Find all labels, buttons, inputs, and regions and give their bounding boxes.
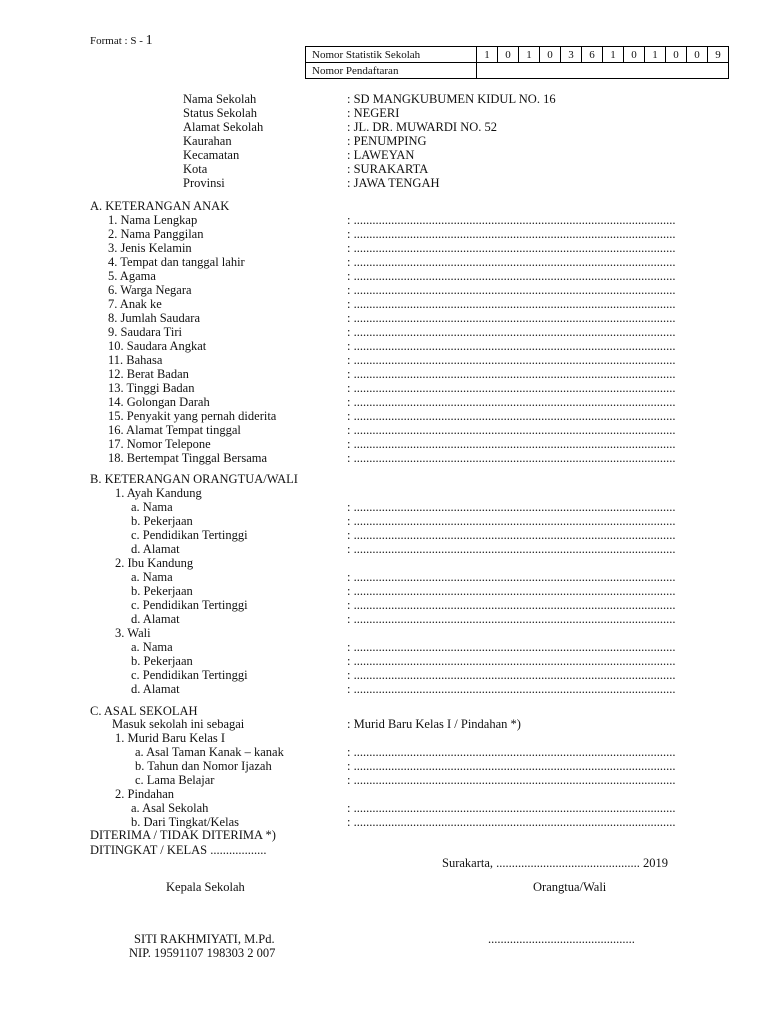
school-row: Kecamatan : LAWEYAN <box>183 148 415 162</box>
fill-in-dots[interactable]: : ....................................................................................................... <box>347 227 676 241</box>
form-row: 2. Nama Panggilan : ....................................................................................................... <box>0 227 768 241</box>
registration-number-field[interactable] <box>477 63 729 79</box>
fill-in-dots[interactable]: : ....................................................................................................... <box>347 759 676 773</box>
form-row: 5. Agama : ....................................................................................................... <box>0 269 768 283</box>
fill-in-dots[interactable]: : ....................................................................................................... <box>347 584 676 598</box>
fill-in-dots[interactable]: : ....................................................................................................... <box>347 269 676 283</box>
form-row: 3. Jenis Kelamin : ....................................................................................................... <box>0 241 768 255</box>
grade-placement: DITINGKAT / KELAS .................. <box>90 843 267 857</box>
form-row: 1. Nama Lengkap : ....................................................................................................... <box>0 213 768 227</box>
form-row: a. Nama : ....................................................................................................... <box>0 640 768 654</box>
fill-in-dots[interactable]: : ....................................................................................................... <box>347 542 676 556</box>
form-row: 18. Bertempat Tinggal Bersama : ....................................................................................................... <box>0 451 768 465</box>
form-row: b. Pekerjaan : ....................................................................................................... <box>0 654 768 668</box>
form-row: c. Pendidikan Tertinggi : ....................................................................................................... <box>0 598 768 612</box>
form-row: d. Alamat : ....................................................................................................... <box>0 542 768 556</box>
nss-digit: 0 <box>687 47 708 63</box>
fill-in-dots[interactable]: : ....................................................................................................... <box>347 612 676 626</box>
place-date: Surakarta, .............................................. 2019 <box>442 856 669 870</box>
school-row: Kaurahan : PENUMPING <box>183 134 427 148</box>
school-row: Nama Sekolah : SD MANGKUBUMEN KIDUL NO. 16 <box>183 92 556 106</box>
fill-in-dots[interactable]: : ....................................................................................................... <box>347 339 676 353</box>
group-label: 2. Pindahan <box>115 787 175 801</box>
nss-digit: 1 <box>477 47 498 63</box>
form-row: 4. Tempat dan tanggal lahir : ....................................................................................................... <box>0 255 768 269</box>
fill-in-dots[interactable]: : ....................................................................................................... <box>347 668 676 682</box>
fill-in-dots[interactable]: : ....................................................................................................... <box>347 640 676 654</box>
section-a-title: A. KETERANGAN ANAK <box>90 199 230 213</box>
fill-in-dots[interactable]: : ....................................................................................................... <box>347 255 676 269</box>
form-row: a. Nama : ....................................................................................................... <box>0 500 768 514</box>
form-row: 12. Berat Badan : ....................................................................................................... <box>0 367 768 381</box>
fill-in-dots[interactable]: : ....................................................................................................... <box>347 367 676 381</box>
form-row: 9. Saudara Tiri : ....................................................................................................... <box>0 325 768 339</box>
form-row: 11. Bahasa : ....................................................................................................... <box>0 353 768 367</box>
form-row: b. Tahun dan Nomor Ijazah : ....................................................................................................... <box>0 759 768 773</box>
fill-in-dots[interactable]: : ....................................................................................................... <box>347 514 676 528</box>
fill-in-dots[interactable]: : ....................................................................................................... <box>347 381 676 395</box>
form-row: 6. Warga Negara : ....................................................................................................... <box>0 283 768 297</box>
form-row: a. Nama : ....................................................................................................... <box>0 570 768 584</box>
fill-in-dots[interactable]: : ....................................................................................................... <box>347 297 676 311</box>
form-row: b. Pekerjaan : ....................................................................................................... <box>0 584 768 598</box>
parent-signature-line[interactable]: ............................................... <box>488 932 635 946</box>
fill-in-dots[interactable]: : ....................................................................................................... <box>347 654 676 668</box>
registration-label: Nomor Pendaftaran <box>306 63 477 79</box>
nss-digit: 1 <box>603 47 624 63</box>
group-label: 3. Wali <box>115 626 151 640</box>
acceptance-status: DITERIMA / TIDAK DITERIMA *) <box>90 828 276 842</box>
nss-digit: 6 <box>582 47 603 63</box>
principal-name: SITI RAKHMIYATI, M.Pd. <box>134 932 275 946</box>
fill-in-dots[interactable]: : ....................................................................................................... <box>347 241 676 255</box>
principal-title: Kepala Sekolah <box>166 880 245 894</box>
fill-in-dots[interactable]: : ....................................................................................................... <box>347 682 676 696</box>
form-row: 10. Saudara Angkat : ....................................................................................................... <box>0 339 768 353</box>
format-code: Format : S - 1 <box>90 33 153 48</box>
school-row: Provinsi : JAWA TENGAH <box>183 176 440 190</box>
form-row: c. Pendidikan Tertinggi : ....................................................................................................... <box>0 668 768 682</box>
fill-in-dots[interactable]: : ....................................................................................................... <box>347 801 676 815</box>
parent-title: Orangtua/Wali <box>533 880 607 894</box>
school-row: Kota : SURAKARTA <box>183 162 429 176</box>
form-row: 14. Golongan Darah : ....................................................................................................... <box>0 395 768 409</box>
masuk-value[interactable]: : Murid Baru Kelas I / Pindahan *) <box>347 717 521 731</box>
fill-in-dots[interactable]: : ....................................................................................................... <box>347 745 676 759</box>
form-row: Masuk sekolah ini sebagai : Murid Baru Kelas I / Pindahan *) <box>112 717 521 731</box>
form-row: 16. Alamat Tempat tinggal : ....................................................................................................... <box>0 423 768 437</box>
fill-in-dots[interactable]: : ....................................................................................................... <box>347 395 676 409</box>
fill-in-dots[interactable]: : ....................................................................................................... <box>347 409 676 423</box>
form-row: d. Alamat : ....................................................................................................... <box>0 682 768 696</box>
fill-in-dots[interactable]: : ....................................................................................................... <box>347 528 676 542</box>
nss-digit: 0 <box>498 47 519 63</box>
principal-nip: NIP. 19591107 198303 2 007 <box>129 946 276 960</box>
fill-in-dots[interactable]: : ....................................................................................................... <box>347 451 676 465</box>
nss-digit: 9 <box>708 47 729 63</box>
fill-in-dots[interactable]: : ....................................................................................................... <box>347 815 676 829</box>
form-row: d. Alamat : ....................................................................................................... <box>0 612 768 626</box>
fill-in-dots[interactable]: : ....................................................................................................... <box>347 437 676 451</box>
section-a-list <box>0 213 768 465</box>
form-row: c. Pendidikan Tertinggi : ....................................................................................................... <box>0 528 768 542</box>
group-label: 2. Ibu Kandung <box>115 556 194 570</box>
form-row: 13. Tinggi Badan : ....................................................................................................... <box>0 381 768 395</box>
nss-digit: 0 <box>624 47 645 63</box>
nss-digit: 3 <box>561 47 582 63</box>
group-label: 1. Ayah Kandung <box>115 486 202 500</box>
form-row: b. Pekerjaan : ....................................................................................................... <box>0 514 768 528</box>
section-c-list <box>0 717 768 829</box>
school-row: Alamat Sekolah : JL. DR. MUWARDI NO. 52 <box>183 120 497 134</box>
fill-in-dots[interactable]: : ....................................................................................................... <box>347 353 676 367</box>
fill-in-dots[interactable]: : ....................................................................................................... <box>347 500 676 514</box>
nss-label: Nomor Statistik Sekolah <box>306 47 477 63</box>
form-row: 17. Nomor Telepone : ....................................................................................................... <box>0 437 768 451</box>
form-row: 15. Penyakit yang pernah diderita : ....................................................................................................... <box>0 409 768 423</box>
fill-in-dots[interactable]: : ....................................................................................................... <box>347 598 676 612</box>
form-row: a. Asal Taman Kanak – kanak : ....................................................................................................... <box>0 745 768 759</box>
nss-digit: 0 <box>666 47 687 63</box>
fill-in-dots[interactable]: : ....................................................................................................... <box>347 570 676 584</box>
fill-in-dots[interactable]: : ....................................................................................................... <box>347 325 676 339</box>
section-b-list <box>0 486 768 696</box>
form-row: 7. Anak ke : ....................................................................................................... <box>0 297 768 311</box>
fill-in-dots[interactable]: : ....................................................................................................... <box>347 311 676 325</box>
fill-in-dots[interactable]: : ....................................................................................................... <box>347 283 676 297</box>
form-row: c. Lama Belajar : ....................................................................................................... <box>0 773 768 787</box>
nss-digit: 0 <box>540 47 561 63</box>
fill-in-dots[interactable]: : ....................................................................................................... <box>347 773 676 787</box>
nss-digit: 1 <box>645 47 666 63</box>
section-b-title: B. KETERANGAN ORANGTUA/WALI <box>90 472 298 486</box>
nss-digit: 1 <box>519 47 540 63</box>
group-label: 1. Murid Baru Kelas I <box>115 731 226 745</box>
school-row: Status Sekolah : NEGERI <box>183 106 400 120</box>
section-c-title: C. ASAL SEKOLAH <box>90 704 198 718</box>
form-row: a. Asal Sekolah : ....................................................................................................... <box>0 801 768 815</box>
school-info <box>183 92 556 190</box>
format-number: 1 <box>145 33 153 48</box>
registration-number-table <box>305 46 729 79</box>
form-row: 8. Jumlah Saudara : ....................................................................................................... <box>0 311 768 325</box>
fill-in-dots[interactable]: : ....................................................................................................... <box>347 213 676 227</box>
fill-in-dots[interactable]: : ....................................................................................................... <box>347 423 676 437</box>
form-row: b. Dari Tingkat/Kelas : ....................................................................................................... <box>0 815 768 829</box>
